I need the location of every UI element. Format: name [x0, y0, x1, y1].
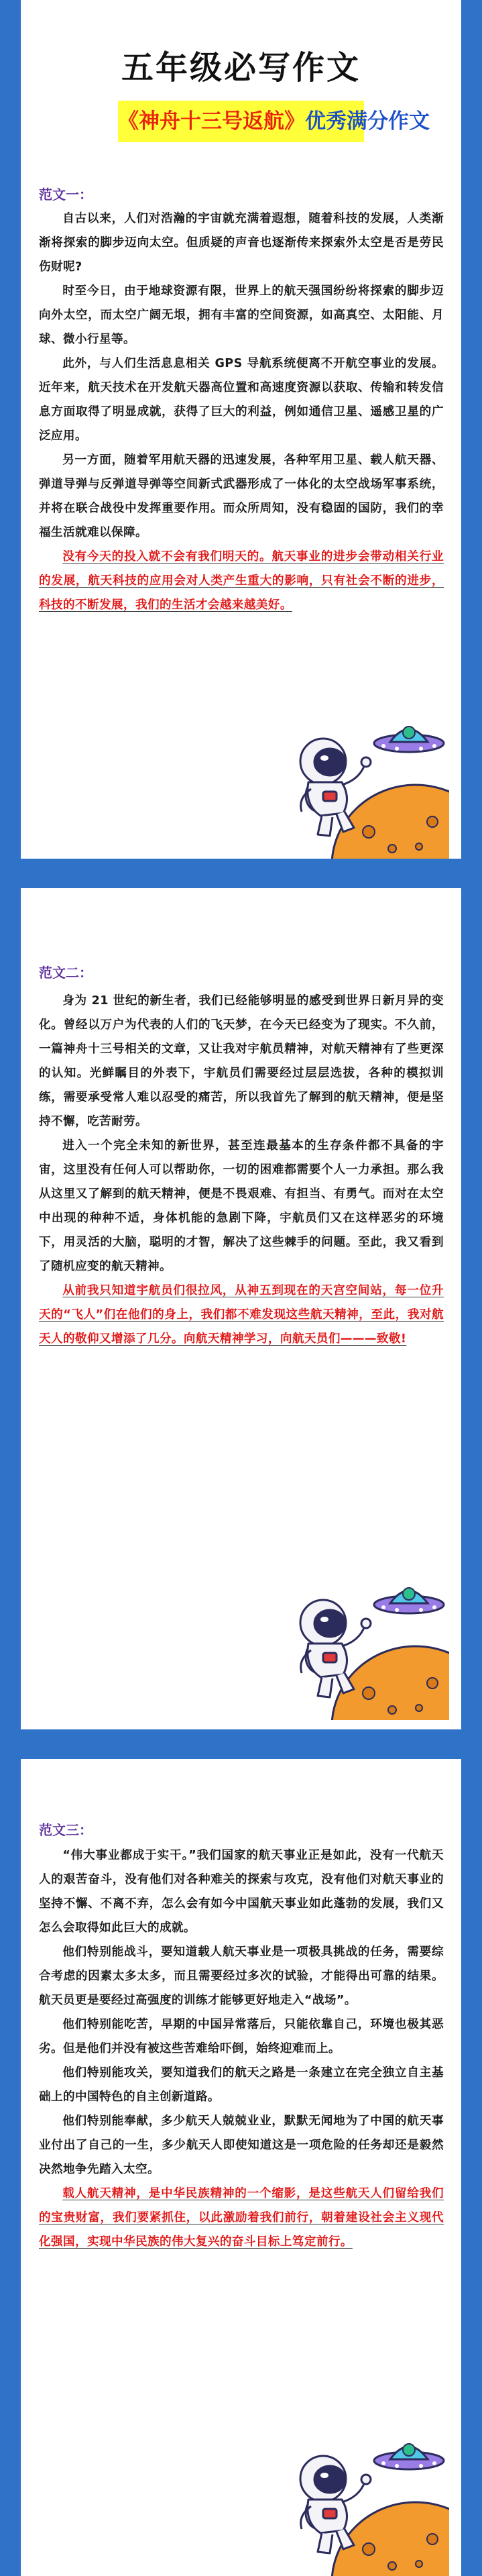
essay-3-paragraph-1: “伟大事业都成于实干。”我们国家的航天事业正是如此，没有一代航天人的艰苦奋斗，没有他们对各种难关的探索与攻克，没有他们对航天事业的坚持不懈、不离不弃，怎么会有如今中国航天事业如此蓬勃的发展，我们又怎么会取得如此巨大的成就。 — [39, 1849, 444, 1935]
essay-1-paragraph-1: 自古以来，人们对浩瀚的宇宙就充满着遐想，随着科技的发展，人类渐渐将探索的脚步迈向太空。但质疑的声音也逐渐传来探索外太空是否是劳民伤财呢? — [39, 212, 444, 274]
essay-2-body — [39, 989, 444, 1351]
essay-3-paragraph-5: 他们特别能奉献，多少航天人兢兢业业，默默无闻地为了中国的航天事业付出了自己的一生，多少航天人即使知道这是一项危险的任务却还是毅然决然地争先踏入太空。 — [39, 2114, 444, 2176]
essay-2-paragraph-1: 身为 21 世纪的新生者，我们已经能够明显的感受到世界日新月异的变化。曾经以万户为代表的人们的飞天梦，在今天已经变为了现实。不久前，一篇神舟十三号相关的文章，又让我对宇航员精神，对航天精神有了些更深的认知。光鲜瞩目的外表下，宇航员们需要经过层层选拔，各种的模拟训练，需要承受常人难以忍受的痛苦，所以我首先了解到的航天精神，便是坚持不懈，吃苦耐劳。 — [39, 994, 444, 1128]
essay-2-paragraph-2: 进入一个完全未知的新世界，甚至连最基本的生存条件都不具备的宇宙，这里没有任何人可以帮助你，一切的困难都需要个人一力承担。那么我从这里又了解到的航天精神，便是不畏艰难、有担当、有勇气。而对在太空中出现的种种不适，身体机能的急剧下降，宇航员们又在这样恶劣的环境下，用灵活的大脑，聪明的才智，解决了这些棘手的问题。至此，我又看到了随机应变的航天精神。 — [39, 1139, 444, 1273]
subtitle-topic: 《神舟十三号返航》 — [118, 109, 305, 133]
essay-1-paragraph-2: 时至今日，由于地球资源有限，世界上的航天强国纷纷将探索的脚步迈向外太空，而太空广阔无垠，拥有丰富的空间资源，如高真空、太阳能、月球、微小行星等。 — [39, 284, 444, 346]
subtitle-banner — [118, 101, 430, 142]
essay-3-body — [39, 1843, 444, 2254]
astronaut-ufo-illustration — [282, 1559, 449, 1720]
essay-card-1 — [21, 0, 461, 859]
page-title: 五年级必写作文 — [121, 49, 361, 87]
essay-card-3 — [21, 1759, 461, 2576]
subtitle-suffix: 优秀满分作文 — [305, 109, 430, 133]
astronaut-ufo-illustration — [282, 2415, 449, 2576]
essay-3-label: 范文三： — [39, 1822, 93, 1838]
essay-3-paragraph-3: 他们特别能吃苦，早期的中国异常落后，只能依靠自己，环境也极其恶劣。但是他们并没有被这些苦难给吓倒，始终迎难而上。 — [39, 2018, 444, 2055]
essay-2-label: 范文二： — [39, 965, 93, 981]
essay-3-paragraph-2: 他们特别能战斗，要知道载人航天事业是一项极具挑战的任务，需要综合考虑的因素太多太多，而且需要经过多次的试验，才能得出可靠的结果。航天员更是要经过高强度的训练才能够更好地走入“战场”。 — [39, 1945, 444, 2007]
essay-2-conclusion: 从前我只知道宇航员们很拉风，从神五到现在的天宫空间站，每一位升天的“飞人”们在他们的身上，我们都不难发现这些航天精神，至此，我对航天人的敬仰又增添了几分。向航天精神学习，向航天员们———致敬! — [39, 1284, 444, 1346]
essay-1-paragraph-3: 此外，与人们生活息息相关 GPS 导航系统便离不开航空事业的发展。近年来，航天技术在开发航天器高位置和高速度资源以获取、传输和转发信息方面取得了明显成就，获得了巨大的利益，例如通信卫星、遥感卫星的广泛应用。 — [39, 357, 444, 443]
essay-1-paragraph-4: 另一方面，随着军用航天器的迅速发展，各种军用卫星、载人航天器、弹道导弹与反弹道导弹等空间新式武器形成了一体化的太空战场军事系统，并将在联合战役中发挥重要作用。而众所周知，没有稳固的国防，我们的幸福生活就难以保障。 — [39, 453, 444, 539]
essay-card-2 — [21, 888, 461, 1729]
essay-3-paragraph-4: 他们特别能攻关，要知道我们的航天之路是一条建立在完全独立自主基础上的中国特色的自主创新道路。 — [39, 2066, 444, 2104]
essay-1-label: 范文一： — [39, 186, 93, 203]
essay-1-body — [39, 207, 444, 617]
astronaut-ufo-illustration — [282, 698, 449, 859]
essay-3-conclusion: 载人航天精神，是中华民族精神的一个缩影，是这些航天人们留给我们的宝贵财富，我们要紧抓住，以此激励着我们前行，朝着建设社会主义现代化强国，实现中华民族的伟大复兴的奋斗目标上笃定前行。 — [39, 2187, 444, 2249]
essay-1-conclusion: 没有今天的投入就不会有我们明天的。航天事业的进步会带动相关行业的发展，航天科技的应用会对人类产生重大的影响，只有社会不断的进步，科技的不断发展，我们的生活才会越来越美好。 — [39, 550, 444, 612]
